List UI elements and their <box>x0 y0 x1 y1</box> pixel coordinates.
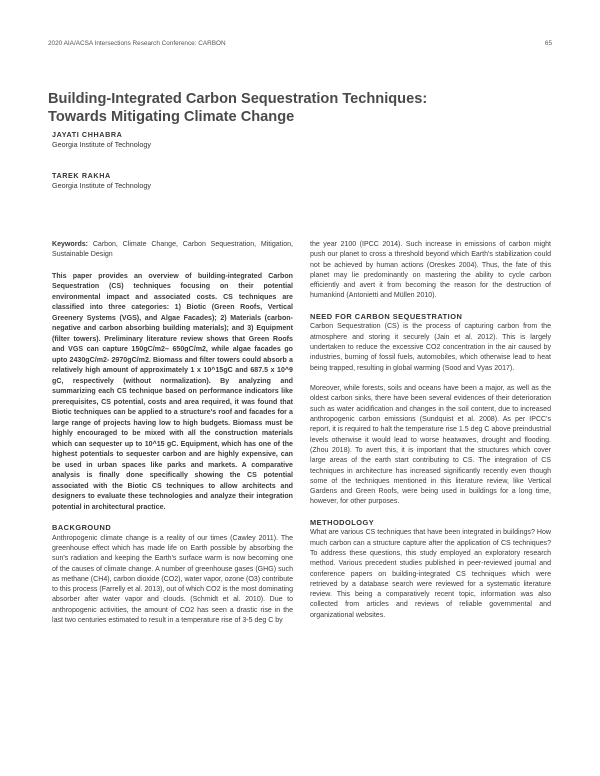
right-column <box>310 240 551 621</box>
author-name: JAYATI CHHABRA <box>52 130 123 139</box>
keywords <box>52 240 293 261</box>
author-affiliation: Georgia Institute of Technology <box>52 181 151 190</box>
need-paragraph-1: Carbon Sequestration (CS) is the process of capturing carbon from the atmosphere and storing it securely (Jain et al. 2012). This is largely undertaken to reduce the excessive CO2 concentration in the air caused by industries, burning of fossil fuels, automobiles, which otherwise lead to heat being trapped, resulting in global warming (Sood and Vyas 2017). <box>310 323 551 372</box>
paper-title <box>48 91 468 126</box>
methodology-paragraph: What are various CS techniques that have been integrated in buildings? How much carbon can a structure capture after the application of CS techniques? To address these questions, this study employed an exploratory research method. Various precedent studies published in peer-reviewed journal and conference papers on building-integrated CS techniques which were retrieved by a database search were reviewed for a systematic literature review. This being a comparatively recent topic, information was also collected from articles and reviews of reliable governmental and organizational websites. <box>310 529 551 619</box>
author-block-2 <box>52 171 372 191</box>
need-heading: NEED FOR CARBON SEQUESTRATION <box>310 312 463 322</box>
title-line-2: Towards Mitigating Climate Change <box>48 108 295 125</box>
methodology-heading: METHODOLOGY <box>310 518 375 528</box>
need-paragraph-2: Moreover, while forests, soils and oceans have been a major, as well as the oldest carbon sinks, there have been several evidences of their deterioration such as water acidification and changes in the soil content, due to increased anthropogenic carbon emissions (Sundquist et al. 2008). As per IPCC's report, it is required to halt the temperature rise 1.5 deg C above preindustrial levels otherwise it would lead to worse heatwaves, drought and flooding. (Zhou 2018). To avert this, it is important that the structures which cover large areas of the earth start contributing to CS. The integration of CS techniques in architecture has increased significantly recently even though some of the techniques mentioned in this literature review, like Vertical Gardens and Green Roofs, were being used in buildings for a long time, however, for other purposes. <box>310 385 551 506</box>
page-number: 65 <box>544 40 552 47</box>
abstract: This paper provides an overview of building-integrated Carbon Sequestration (CS) techniques focusing on their potential environmental impact and associated costs. CS techniques are classified into three categories: 1) Biotic (Green Roofs, Vertical Greenery Systems (VGS), and Algae Facades); 2) Materials (carbon-negative and carbon absorbing building materials); and 3) Equipment (filter towers). Preliminary literature review shows that Green Roofs and VGS can capture 150gC/m2– 650gC/m2, while algae facades go upto 2430gC/m2- 2970gC/m2. Biomass and filter towers could absorb a relatively high amount of approximately 1 x 10^15gC and 687.5 x 10^9 gC, respectively (without normalization). By analyzing and summarizing each CS technique based on performance indicators like prerequisites, CS potential, costs and area required, it was found that Biotic techniques can be applied to a structure's roof and facades for a large range of projects having low to high budgets. Biomass must be highly encouraged to be mixed with all the construction materials which can sequester up to 10^15 gC. Equipment, which has one of the highest potentials to sequester carbon and are highly expensive, can be used in urban spaces like parks and markets. A comparative analysis is finally done specifically showing the CS potential associated with the Biotic CS techniques to allow architects and designers to evaluate these technologies and analyze their integration potential in architectural practice. <box>52 272 293 511</box>
keywords-label: Keywords: <box>52 241 89 248</box>
keywords-text: Carbon, Climate Change, Carbon Sequestration, Mitigation, Sustainable Design <box>52 241 293 259</box>
continuation-paragraph: the year 2100 (IPCC 2014). Such increase in emissions of carbon might push our planet to cross a threshold beyond which Earth's stabilization could not be achieved by human actions (Oreskes 2004). Thus, the fate of this planet may lie predominantly on mastering the ability to cycle carbon efficiently and avert it from becoming the reason for the destruction of humankind (Antonietti and Müllen 2010). <box>310 241 551 300</box>
background-paragraph: Anthropogenic climate change is a reality of our times (Cawley 2011). The greenhouse effect which has made life on Earth possible by absorbing the sun's radiation and keeping the Earth's surface warm is now becoming one of the causes of climate change. A number of greenhouse gases (GHG) such as methane (CH4), carbon dioxide (CO2), water vapor, ozone (O3) contribute to this process (Farrelly et al. 2013), out of which CO2 is the most dominating absorber after water vapor and clouds. (Schmidt et al. 2010). Due to anthropogenic activities, the amount of CO2 has seen a drastic rise in the last two centuries estimated to result in a temperature rise of 3-5 deg C by <box>52 534 293 625</box>
author-affiliation: Georgia Institute of Technology <box>52 140 151 149</box>
author-block-1 <box>52 130 372 150</box>
background-heading: BACKGROUND <box>52 523 112 533</box>
left-column <box>52 240 293 626</box>
author-name: TAREK RAKHA <box>52 171 111 180</box>
title-line-1: Building-Integrated Carbon Sequestration Techniques: <box>48 91 428 107</box>
running-header <box>48 40 552 52</box>
conference-name: 2020 AIA/ACSA Intersections Research Conference: CARBON <box>48 40 226 47</box>
